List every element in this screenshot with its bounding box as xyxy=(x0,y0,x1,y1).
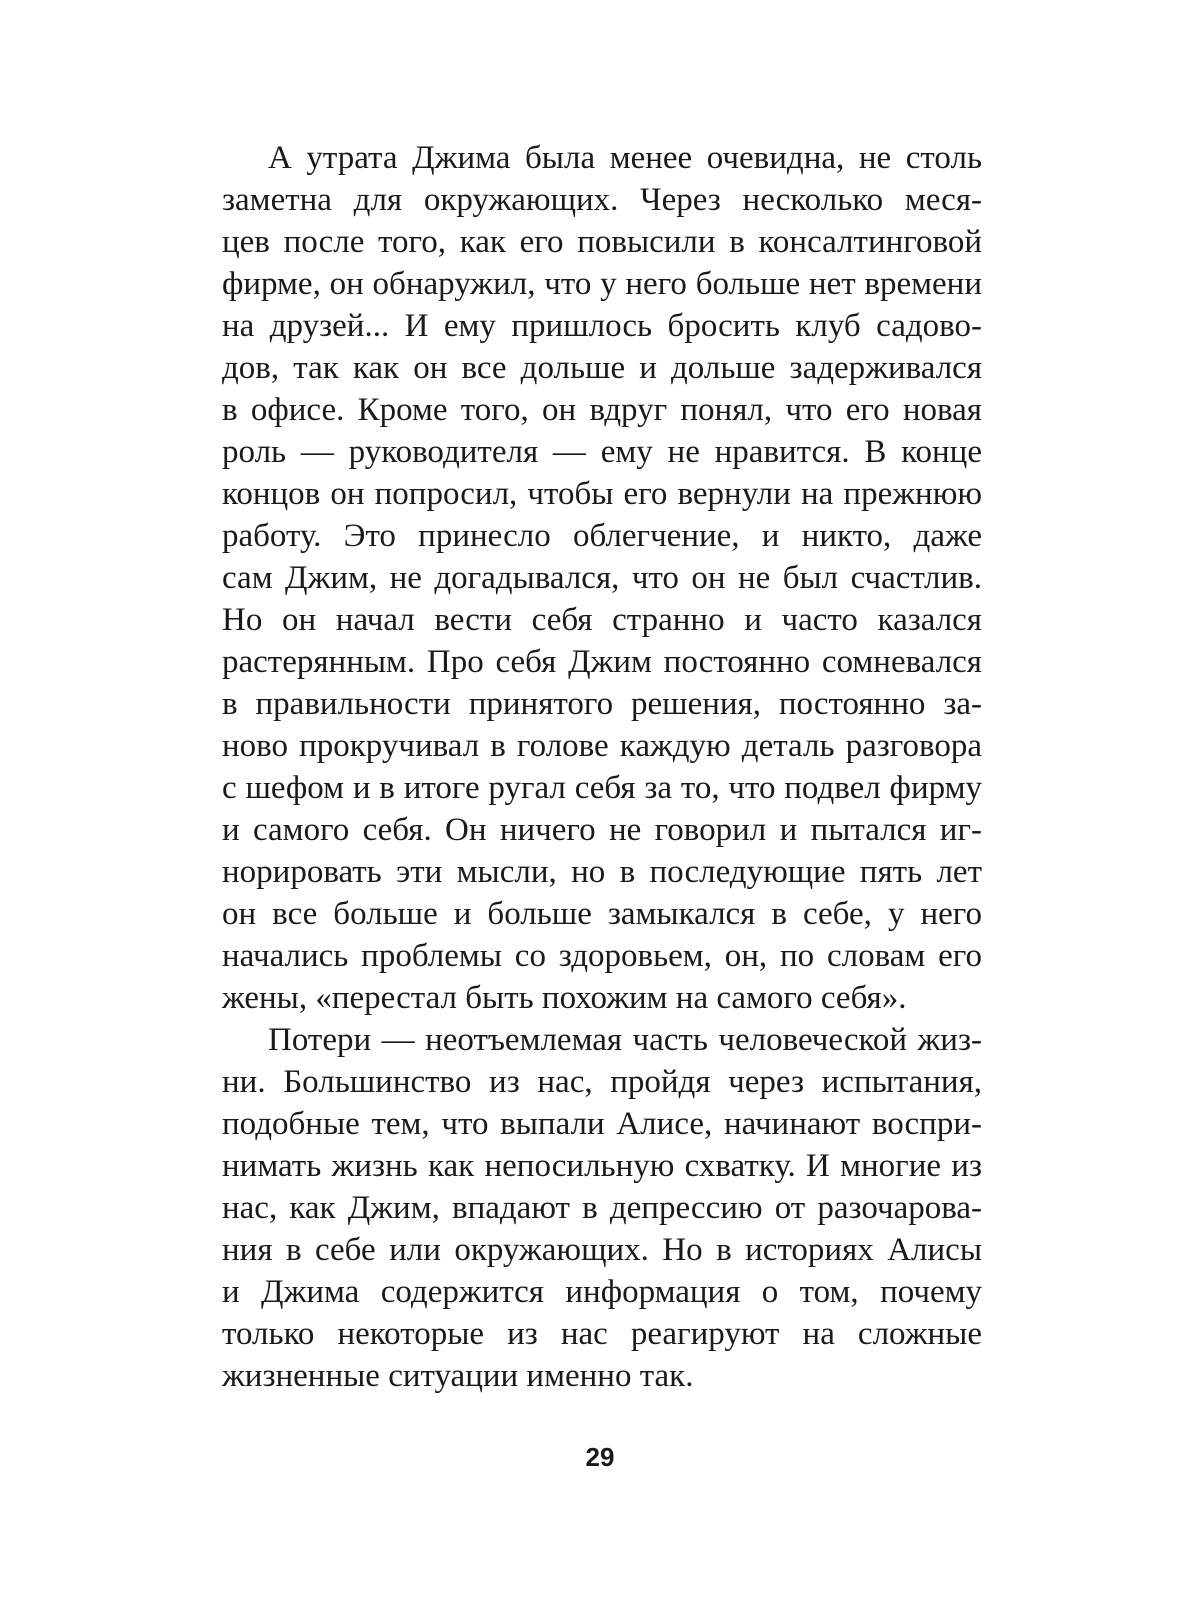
text-line: жены, «перестал быть похожим на самого себя». xyxy=(222,980,907,1016)
text-line: только некоторые из нас реагируют на сложные xyxy=(222,1316,982,1352)
text-line: роль — руководителя — ему не нравится. В конце xyxy=(222,434,982,470)
body-text xyxy=(222,137,982,1397)
paragraph-1 xyxy=(222,137,982,1019)
text-line: Но он начал вести себя странно и часто казался xyxy=(222,602,982,638)
text-line: и Джима содержится информация о том, почему xyxy=(222,1274,982,1310)
text-line: сам Джим, не догадывался, что он не был счастлив. xyxy=(222,560,982,596)
page-number: 29 xyxy=(585,1442,615,1472)
text-line: А утрата Джима была менее очевидна, не столь xyxy=(268,140,982,176)
text-line: концов он попросил, чтобы его вернули на прежнюю xyxy=(222,476,982,512)
text-line: ново прокручивал в голове каждую деталь разговора xyxy=(222,728,982,764)
text-line: работу. Это принесло облегчение, и никто, даже xyxy=(222,518,982,554)
text-line: и самого себя. Он ничего не говорил и пытался иг- xyxy=(222,812,982,848)
text-line: норировать эти мысли, но в последующие пять лет xyxy=(222,854,982,890)
text-line: в офисе. Кроме того, он вдруг понял, что его новая xyxy=(222,392,982,428)
text-line: дов, так как он все дольше и дольше задерживался xyxy=(222,350,982,386)
text-line: жизненные ситуации именно так. xyxy=(222,1358,694,1394)
text-line: цев после того, как его повысили в консалтинговой xyxy=(222,224,982,260)
text-line: растерянным. Про себя Джим постоянно сомневался xyxy=(222,644,982,680)
text-line: с шефом и в итоге ругал себя за то, что подвел фирму xyxy=(222,770,982,806)
text-line: нас, как Джим, впадают в депрессию от разочарова- xyxy=(222,1190,982,1226)
text-line: на друзей... И ему пришлось бросить клуб садово- xyxy=(222,308,982,344)
text-line: фирме, он обнаружил, что у него больше нет времени xyxy=(222,266,982,302)
text-line: нимать жизнь как непосильную схватку. И многие из xyxy=(222,1148,982,1184)
text-line: в правильности принятого решения, постоянно за- xyxy=(222,686,982,722)
text-line: заметна для окружающих. Через несколько меся- xyxy=(222,182,982,218)
text-line: начались проблемы со здоровьем, он, по словам его xyxy=(222,938,982,974)
text-line: ния в себе или окружающих. Но в историях Алисы xyxy=(222,1232,982,1268)
text-line: ни. Большинство из нас, пройдя через испытания, xyxy=(222,1064,982,1100)
text-line: он все больше и больше замыкался в себе, у него xyxy=(222,896,982,932)
text-line: Потери — неотъемлемая часть человеческой жиз- xyxy=(268,1022,982,1058)
text-line: подобные тем, что выпали Алисе, начинают воспри- xyxy=(222,1106,982,1142)
paragraph-2 xyxy=(222,1019,982,1397)
